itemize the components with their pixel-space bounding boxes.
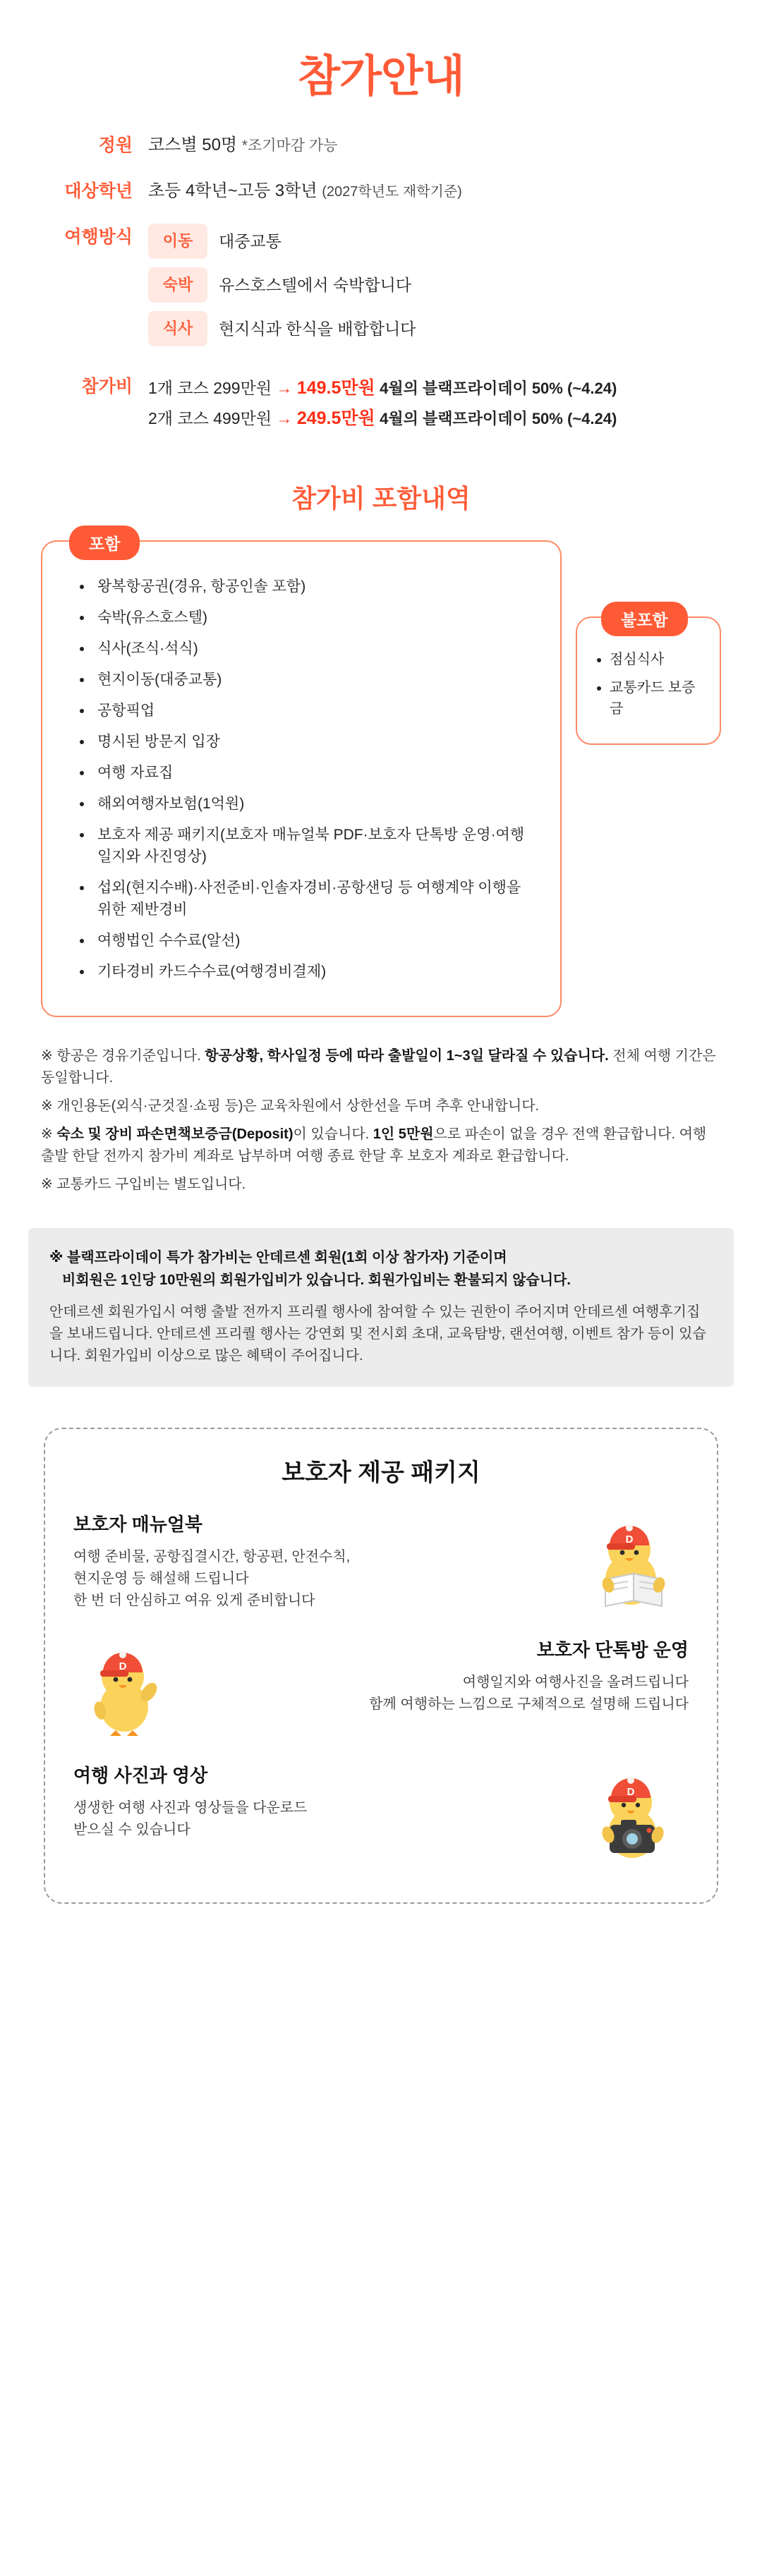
capacity-note: *조기마감 가능	[241, 138, 338, 154]
svg-text:D: D	[627, 1786, 635, 1798]
info-label-grade: 대상학년	[64, 181, 133, 201]
duck-reading-book-icon	[583, 1510, 689, 1613]
package-desc-line: 여행 준비물, 공항집결시간, 항공편, 안전수칙,	[73, 1549, 351, 1565]
notes-block	[0, 1017, 762, 1196]
travel-method-item-move	[148, 224, 721, 259]
package-item-text	[73, 1761, 583, 1841]
package-item-photos	[45, 1746, 717, 1871]
list-item: • 현지이동(대중교통)	[93, 669, 533, 691]
membership-notice-body: 안데르센 회원가입시 여행 출발 전까지 프리퀄 행사에 참여할 수 있는 권한이 주어지며 안데르센 여행후기집을 보내드립니다. 안데르센 프리퀄 행사는 강연회 및 전시회 초대, 교육탐방, 랜선여행, 이벤트 참가 등이 있습니다. 회원가입비 이상으로 많은 혜택이 주어집니다.	[49, 1304, 706, 1363]
list-item: • 여행 자료집	[93, 762, 533, 784]
fee-discount-one: 149.5만원	[296, 378, 375, 398]
fee-row-one-course	[148, 373, 721, 403]
info-block	[0, 132, 762, 434]
package-item-groupchat	[45, 1620, 717, 1746]
svg-text:D: D	[625, 1533, 634, 1545]
svg-text:D: D	[119, 1660, 127, 1672]
membership-notice-head-line2: 비회원은 1인당 10만원의 회원가입비가 있습니다. 회원가입비는 환불되지 않습니다.	[62, 1272, 571, 1288]
package-item-text	[73, 1510, 583, 1612]
list-item: • 섭외(현지수배)·사전준비·인솔자경비·공항샌딩 등 여행계약 이행을 위한 제반경비	[93, 877, 533, 921]
exclude-list	[590, 649, 707, 719]
info-value-fee	[148, 373, 721, 434]
list-item: • 교통카드 보증금	[610, 677, 707, 719]
list-item: • 왕복항공권(경유, 항공인솔 포함)	[93, 576, 533, 597]
section-title-fee-include: 참가비 포함내역	[291, 484, 471, 513]
package-desc-line: 함께 여행하는 느낌으로 구체적으로 설명해 드립니다	[369, 1696, 689, 1712]
note-item: ※ 개인용돈(외식·군것질·쇼핑 등)은 교육차원에서 상한선을 두며 추후 안내합니다.	[41, 1098, 540, 1114]
fee-promo-one: 4월의 블랙프라이데이 50% (~4.24)	[380, 379, 617, 397]
package-item-desc	[179, 1672, 689, 1715]
package-item-head: 여행 사진과 영상	[73, 1765, 208, 1786]
note-item: ※ 숙소 및 장비 파손면책보증금(Deposit)이 있습니다. 1인 5만원으로 파손이 없을 경우 전액 환급합니다. 여행 출발 한달 전까지 참가비 계좌로 납부하며 여행 종료 한달 후 보호자 계좌로 환급합니다.	[41, 1126, 707, 1164]
package-item-text	[179, 1636, 689, 1715]
page-title: 참가안내	[298, 52, 464, 101]
package-item-desc	[73, 1797, 583, 1841]
list-item: • 해외여행자보험(1억원)	[93, 793, 533, 815]
duck-camera-icon	[583, 1761, 689, 1864]
package-item-head: 보호자 단톡방 운영	[536, 1639, 689, 1660]
guardian-package-box	[44, 1428, 718, 1904]
info-value-grade	[148, 178, 721, 205]
list-item: • 식사(조식·석식)	[93, 638, 533, 660]
travel-text-stay: 유스호스텔에서 숙박합니다	[219, 276, 412, 294]
fee-original-one: 1개 코스 299만원	[148, 379, 272, 397]
fee-row-two-course	[148, 403, 721, 434]
fee-arrow-one: →	[276, 379, 293, 397]
note-item: ※ 항공은 경유기준입니다. 항공상황, 학사일정 등에 따라 출발일이 1~3일 달라질 수 있습니다. 전체 여행 기간은 동일합니다.	[41, 1048, 716, 1086]
note-item: ※ 교통카드 구입비는 별도입니다.	[41, 1177, 246, 1192]
fee-original-two: 2개 코스 499만원	[148, 409, 272, 427]
duck-waving-icon	[73, 1636, 179, 1739]
travel-tag-stay: 숙박	[148, 267, 207, 303]
package-item-manual	[45, 1495, 717, 1620]
info-row-fee	[41, 373, 721, 434]
include-box	[41, 535, 562, 1017]
include-list	[69, 576, 533, 983]
include-tag: 포함	[69, 525, 140, 560]
list-item: • 여행법인 수수료(알선)	[93, 930, 533, 952]
package-desc-line: 생생한 여행 사진과 영상들을 다운로드	[73, 1800, 308, 1816]
exclude-tag: 불포함	[601, 602, 688, 636]
travel-method-item-stay	[148, 267, 721, 303]
fee-include-wrap	[0, 535, 762, 1017]
list-item: • 명시된 방문지 입장	[93, 731, 533, 753]
travel-text-meal: 현지식과 한식을 배합합니다	[219, 320, 416, 338]
package-desc-line: 여행일지와 여행사진을 올려드립니다	[462, 1675, 689, 1690]
grade-text: 초등 4학년~고등 3학년	[148, 181, 318, 200]
package-item-desc	[73, 1546, 583, 1612]
info-label-fee: 참가비	[81, 377, 133, 396]
list-item: • 숙박(유스호스텔)	[93, 607, 533, 628]
fee-arrow-two: →	[276, 409, 293, 427]
list-item: • 점심식사	[610, 649, 707, 670]
travel-tag-move: 이동	[148, 224, 207, 259]
info-label-capacity: 정원	[98, 135, 133, 155]
travel-method-item-meal	[148, 311, 721, 346]
capacity-text: 코스별 50명	[148, 135, 238, 154]
info-label-travel-method: 여행방식	[64, 227, 133, 247]
package-desc-line: 받으실 수 있습니다	[73, 1822, 190, 1837]
fee-promo-two: 4월의 블랙프라이데이 50% (~4.24)	[380, 410, 617, 427]
list-item: • 공항픽업	[93, 700, 533, 722]
info-value-capacity	[148, 132, 721, 159]
info-row-grade	[41, 178, 721, 205]
package-desc-line: 한 번 더 안심하고 여유 있게 준비합니다	[73, 1593, 315, 1608]
list-item: • 보호자 제공 패키지(보호자 매뉴얼북 PDF·보호자 단톡방 운영·여행일지와 사진영상)	[93, 824, 533, 868]
guardian-package-title: 보호자 제공 패키지	[282, 1459, 480, 1486]
exclude-box	[576, 611, 721, 745]
info-row-capacity	[41, 132, 721, 159]
membership-notice-box	[28, 1228, 734, 1387]
travel-text-move: 대중교통	[219, 232, 282, 250]
fee-discount-two: 249.5만원	[296, 408, 375, 428]
info-row-travel-method	[41, 224, 721, 355]
info-value-travel-method	[148, 224, 721, 355]
travel-tag-meal: 식사	[148, 311, 207, 346]
membership-notice-head	[49, 1246, 713, 1292]
grade-note: (2027학년도 재학기준)	[322, 184, 462, 200]
package-desc-line: 현지운영 등 해설해 드립니다	[73, 1571, 249, 1586]
package-item-head: 보호자 매뉴얼북	[73, 1514, 203, 1535]
membership-notice-head-line1: ※ 블랙프라이데이 특가 참가비는 안데르센 회원(1회 이상 참가자) 기준이며	[49, 1250, 507, 1265]
list-item: • 기타경비 카드수수료(여행경비결제)	[93, 961, 533, 983]
